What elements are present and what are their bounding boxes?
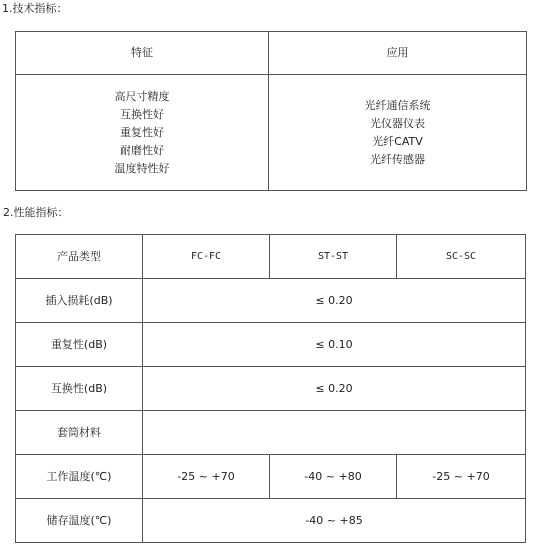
- storage-temp-label: 储存温度(℃): [16, 499, 143, 543]
- feature-item: 温度特性好: [114, 161, 170, 175]
- storage-temp-value: -40 ~ +85: [143, 499, 526, 543]
- product-type-sc: SC-SC: [397, 235, 526, 279]
- operating-temp-row: [16, 455, 526, 499]
- operating-temp-fc: -25 ~ +70: [143, 455, 270, 499]
- feature-item: 重复性好: [120, 125, 164, 139]
- sleeve-material-label: 套筒材料: [16, 411, 143, 455]
- feature-item: 高尺寸精度: [114, 89, 170, 103]
- sleeve-material-value: [143, 411, 526, 455]
- application-item: 光纤通信系统: [364, 98, 431, 112]
- section2-heading: 2.性能指标：: [3, 206, 69, 219]
- feature-item: 耐磨性好: [120, 143, 164, 157]
- insertion-loss-label: 插入损耗(dB): [16, 279, 143, 323]
- repeatability-row: [16, 323, 526, 367]
- insertion-loss-value: ≤ 0.20: [143, 279, 526, 323]
- features-cell: [16, 75, 269, 191]
- product-type-label: 产品类型: [16, 235, 143, 279]
- performance-table: [15, 234, 526, 543]
- product-type-st: ST-ST: [270, 235, 397, 279]
- section1-heading: 1.技术指标：: [2, 2, 68, 15]
- spec-content-row: [16, 75, 527, 191]
- product-type-fc: FC-FC: [143, 235, 270, 279]
- application-item: 光仪器仪表: [370, 116, 425, 130]
- operating-temp-sc: -25 ~ +70: [397, 455, 526, 499]
- interchangeability-label: 互换性(dB): [16, 367, 143, 411]
- application-item: 光纤CATV: [372, 134, 423, 148]
- interchangeability-row: [16, 367, 526, 411]
- repeatability-label: 重复性(dB): [16, 323, 143, 367]
- product-type-row: [16, 235, 526, 279]
- spec-header-row: [16, 32, 527, 75]
- applications-header: 应用: [269, 32, 527, 75]
- applications-cell: [269, 75, 527, 191]
- storage-temp-row: [16, 499, 526, 543]
- operating-temp-st: -40 ~ +80: [270, 455, 397, 499]
- insertion-loss-row: [16, 279, 526, 323]
- sleeve-material-row: [16, 411, 526, 455]
- application-item: 光纤传感器: [370, 152, 425, 166]
- operating-temp-label: 工作温度(℃): [16, 455, 143, 499]
- features-header: 特征: [16, 32, 269, 75]
- interchangeability-value: ≤ 0.20: [143, 367, 526, 411]
- spec-table: [15, 31, 527, 191]
- feature-item: 互换性好: [120, 107, 164, 121]
- repeatability-value: ≤ 0.10: [143, 323, 526, 367]
